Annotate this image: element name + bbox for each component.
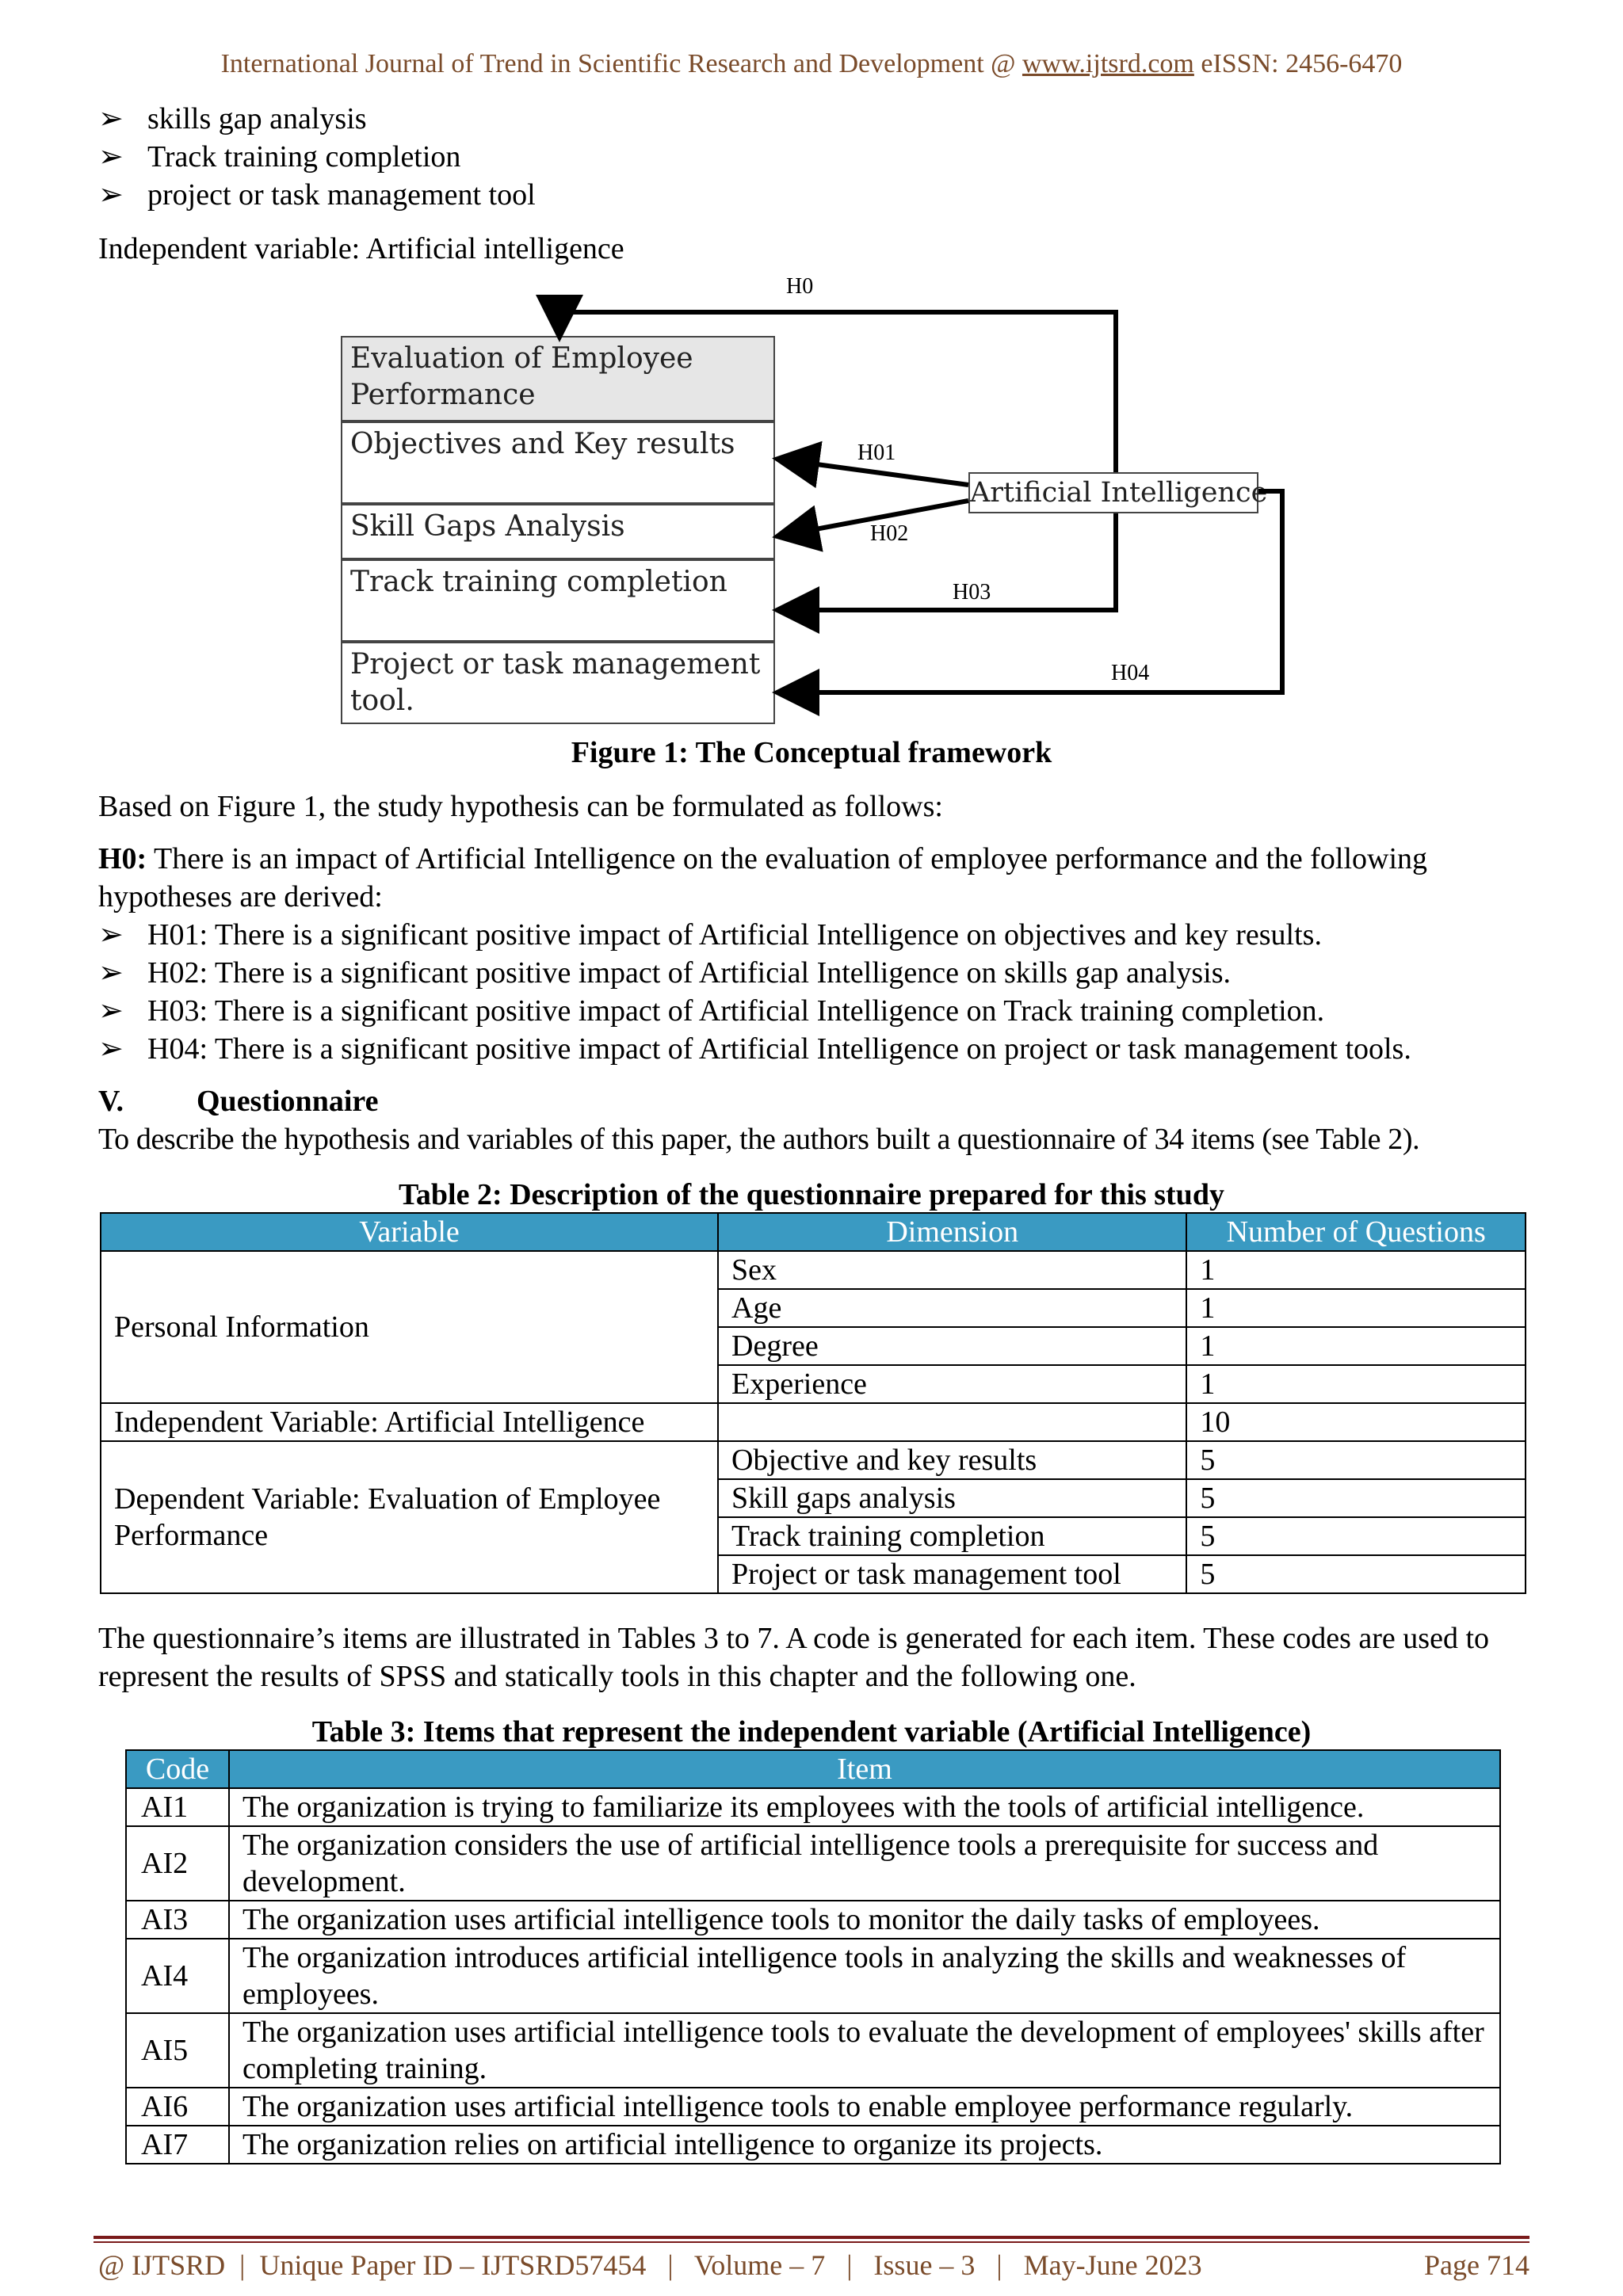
table-row: Track training completion 5 <box>101 1517 1526 1555</box>
hypothesis-item: ➢ H04: There is a significant positive impact of Artificial Intelligence on project or task management tools. <box>98 1030 1411 1068</box>
arrow-h0 <box>559 312 1116 472</box>
journal-issn: eISSN: 2456-6470 <box>1193 49 1403 78</box>
figure-box-artificial-intelligence: Artificial Intelligence <box>968 472 1258 513</box>
label-h04: H04 <box>1111 661 1150 685</box>
table-row: AI6 The organization uses artificial intelligence tools to enable employee performance regularly. <box>126 2088 1500 2126</box>
table-row: AI3 The organization uses artificial intelligence tools to monitor the daily tasks of employees. <box>126 1901 1500 1939</box>
column-header-number: Number of Questions <box>1186 1213 1526 1251</box>
section-paragraph: To describe the hypothesis and variables of this paper, the authors built a questionnaire of 34 items (see Table 2). <box>98 1123 1420 1156</box>
arrow-bullet-icon: ➢ <box>98 140 124 174</box>
arrow-bullet-icon: ➢ <box>98 1032 124 1066</box>
table-header-row <box>126 1750 1500 1788</box>
footer-info: @ IJTSRD | Unique Paper ID – IJTSRD57454 | Volume – 7 | Issue – 3 | May-June 2023 <box>98 2249 1202 2281</box>
label-h03: H03 <box>953 580 991 605</box>
footer-rule <box>94 2241 1529 2243</box>
running-footer <box>98 2248 1529 2282</box>
arrow-bullet-icon: ➢ <box>98 956 124 990</box>
section-number: V. <box>98 1085 124 1118</box>
after-table-paragraph: The questionnaire’s items are illustrated in Tables 3 to 7. A code is generated for each item. These codes are used to represent the results of SPSS and statically tools in this chapter and the following one. <box>98 1622 1489 1693</box>
table-row: AI2 The organization considers the use of artificial intelligence tools a prerequisite for success and development. <box>126 1826 1500 1901</box>
table-row: AI7 The organization relies on artificial intelligence to organize its projects. <box>126 2126 1500 2164</box>
hypothesis-item: ➢ H03: There is a significant positive impact of Artificial Intelligence on Track training completion. <box>98 992 1324 1030</box>
table3-title: Table 3: Items that represent the independent variable (Artificial Intelligence) <box>311 1715 1312 1749</box>
hypothesis-item: ➢ H02: There is a significant positive impact of Artificial Intelligence on skills gap analysis. <box>98 954 1231 992</box>
arrow-bullet-icon: ➢ <box>98 178 124 212</box>
column-header-dimension: Dimension <box>718 1213 1186 1251</box>
arrow-bullet-icon: ➢ <box>98 918 124 952</box>
table-row: AI5 The organization uses artificial intelligence tools to evaluate the development of employees' skills after completing training. <box>126 2013 1500 2088</box>
figure-caption: Figure 1: The Conceptual framework <box>571 736 1052 769</box>
dependent-variable-cell: Dependent Variable: Evaluation of Employee Performance <box>101 1441 718 1593</box>
table-row: Personal Information Sex 1 <box>101 1251 1526 1289</box>
h0-paragraph <box>98 840 1528 916</box>
table2-title: Table 2: Description of the questionnaire prepared for this study <box>399 1178 1224 1211</box>
h0-text: There is an impact of Artificial Intelligence on the evaluation of employee performance and the following hypotheses are derived: <box>98 842 1428 913</box>
independent-variable-cell: Independent Variable: Artificial Intelligence <box>101 1403 718 1441</box>
label-h01: H01 <box>857 441 896 465</box>
table-row: Degree 1 <box>101 1327 1526 1365</box>
figure-box-objectives: Objectives and Key results <box>341 421 775 504</box>
column-header-variable: Variable <box>101 1213 718 1251</box>
table-row: Experience 1 <box>101 1365 1526 1403</box>
figure-arrows <box>0 0 1623 729</box>
table-row: Age 1 <box>101 1289 1526 1327</box>
label-h02: H02 <box>870 521 909 546</box>
figure-box-skill-gaps: Skill Gaps Analysis <box>341 504 775 559</box>
intro-sentence: Based on Figure 1, the study hypothesis can be formulated as follows: <box>98 790 943 823</box>
table-row: AI4 The organization introduces artificial intelligence tools in analyzing the skills and weaknesses of employees. <box>126 1939 1500 2013</box>
table-row: Dependent Variable: Evaluation of Employee Performance Objective and key results 5 <box>101 1441 1526 1479</box>
ai-items-table <box>125 1749 1501 2164</box>
hypothesis-item: ➢ H01: There is a significant positive impact of Artificial Intelligence on objectives and key results. <box>98 916 1322 954</box>
page-number: Page 714 <box>1424 2249 1529 2281</box>
column-header-item: Item <box>229 1750 1500 1788</box>
table-header-row <box>101 1213 1526 1251</box>
bullet-item: ➢ Track training completion <box>98 138 460 176</box>
table-row: Project or task management tool 5 <box>101 1555 1526 1593</box>
journal-name: International Journal of Trend in Scientific Research and Development @ <box>220 49 1022 78</box>
figure-box-track-training: Track training completion <box>341 559 775 642</box>
table-row: Independent Variable: Artificial Intelligence 10 <box>101 1403 1526 1441</box>
h0-label: H0: <box>98 842 147 875</box>
figure-box-evaluation: Evaluation of Employee Performance <box>341 336 775 421</box>
table-row: Skill gaps analysis 5 <box>101 1479 1526 1517</box>
table-row: AI1 The organization is trying to familiarize its employees with the tools of artificial intelligence. <box>126 1788 1500 1826</box>
figure-box-project-tool: Project or task management tool. <box>341 642 775 724</box>
bullet-item: ➢ project or task management tool <box>98 176 536 214</box>
questionnaire-table <box>100 1212 1526 1594</box>
arrow-bullet-icon: ➢ <box>98 994 124 1028</box>
section-title: Questionnaire <box>197 1085 379 1118</box>
personal-information-cell: Personal Information <box>101 1251 718 1403</box>
independent-variable-line: Independent variable: Artificial intelligence <box>98 232 624 265</box>
arrow-bullet-icon: ➢ <box>98 102 124 135</box>
footer-rule <box>94 2236 1529 2239</box>
section-heading <box>98 1082 1528 1120</box>
bullet-item: ➢ skills gap analysis <box>98 100 367 138</box>
journal-website-link[interactable]: www.ijtsrd.com <box>1022 49 1194 78</box>
label-h0: H0 <box>786 274 814 299</box>
column-header-code: Code <box>126 1750 229 1788</box>
